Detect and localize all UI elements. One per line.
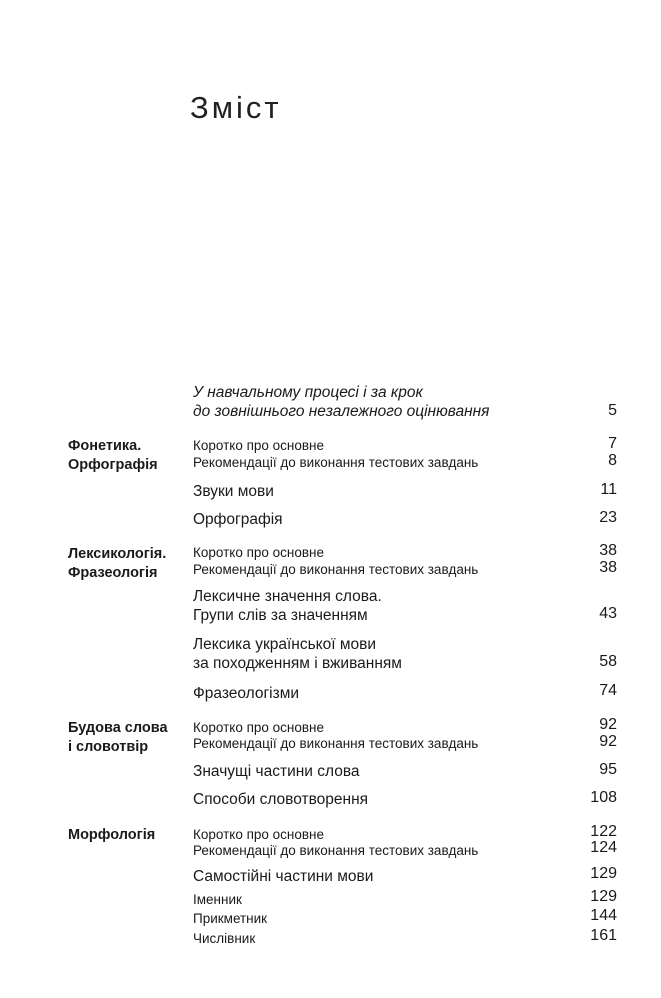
toc-entry: Способи словотворення [193, 791, 369, 808]
toc-entry: Іменник [193, 892, 242, 907]
page-number: 74 [599, 682, 617, 699]
page-number: 11 [600, 481, 617, 498]
toc-entry: Рекомендації до виконання тестових завдань [193, 843, 479, 858]
section-title: Лексикологія. [68, 546, 167, 562]
toc-entry: Числівник [193, 931, 256, 946]
toc-entry: за походженням і вживанням [193, 655, 402, 672]
toc-entry: Коротко про основне [193, 827, 325, 842]
page-number: 43 [599, 605, 617, 622]
toc-entry: Групи слів за значенням [193, 607, 368, 624]
page-number: 5 [608, 402, 617, 419]
section-title: Будова слова [68, 720, 168, 736]
page-number: 95 [599, 761, 617, 778]
page-number: 161 [590, 927, 617, 944]
page-number: 129 [590, 888, 617, 905]
page-number: 7 [608, 435, 617, 452]
section-title: Орфографія [68, 457, 158, 473]
toc-entry: Фразеологізми [193, 685, 300, 702]
section-title: Морфологія [68, 827, 156, 843]
toc-entry: Коротко про основне [193, 720, 325, 735]
section-title: і словотвір [68, 739, 149, 755]
page-number: 144 [590, 907, 617, 924]
page-number: 122 [590, 823, 617, 840]
page-number: 8 [608, 452, 617, 469]
page-number: 23 [599, 509, 617, 526]
page-number: 58 [599, 653, 617, 670]
toc-entry: Звуки мови [193, 483, 274, 500]
page-number: 92 [599, 733, 617, 750]
toc-entry: Коротко про основне [193, 438, 325, 453]
toc-entry: Рекомендації до виконання тестових завдань [193, 455, 479, 470]
section-title: Фразеологія [68, 565, 158, 581]
page-number: 38 [599, 559, 617, 576]
toc-entry: Коротко про основне [193, 545, 325, 560]
page-number: 129 [590, 865, 617, 882]
toc-entry: Рекомендації до виконання тестових завдань [193, 562, 479, 577]
toc-entry: Орфографія [193, 511, 283, 528]
page-number: 108 [590, 789, 617, 806]
toc-entry: Рекомендації до виконання тестових завдань [193, 736, 479, 751]
toc-entry: Значущі частини слова [193, 763, 360, 780]
intro-line: до зовнішнього незалежного оцінювання [193, 403, 490, 420]
toc-entry: Прикметник [193, 911, 268, 926]
intro-line: У навчальному процесі і за крок [193, 384, 423, 401]
page-number: 92 [599, 716, 617, 733]
toc-entry: Лексика української мови [193, 636, 377, 653]
page-title: Зміст [190, 90, 282, 125]
page-number: 124 [590, 839, 617, 856]
section-title: Фонетика. [68, 438, 142, 454]
toc-entry: Лексичне значення слова. [193, 588, 382, 605]
toc-entry: Самостійні частини мови [193, 868, 374, 885]
page-number: 38 [599, 542, 617, 559]
